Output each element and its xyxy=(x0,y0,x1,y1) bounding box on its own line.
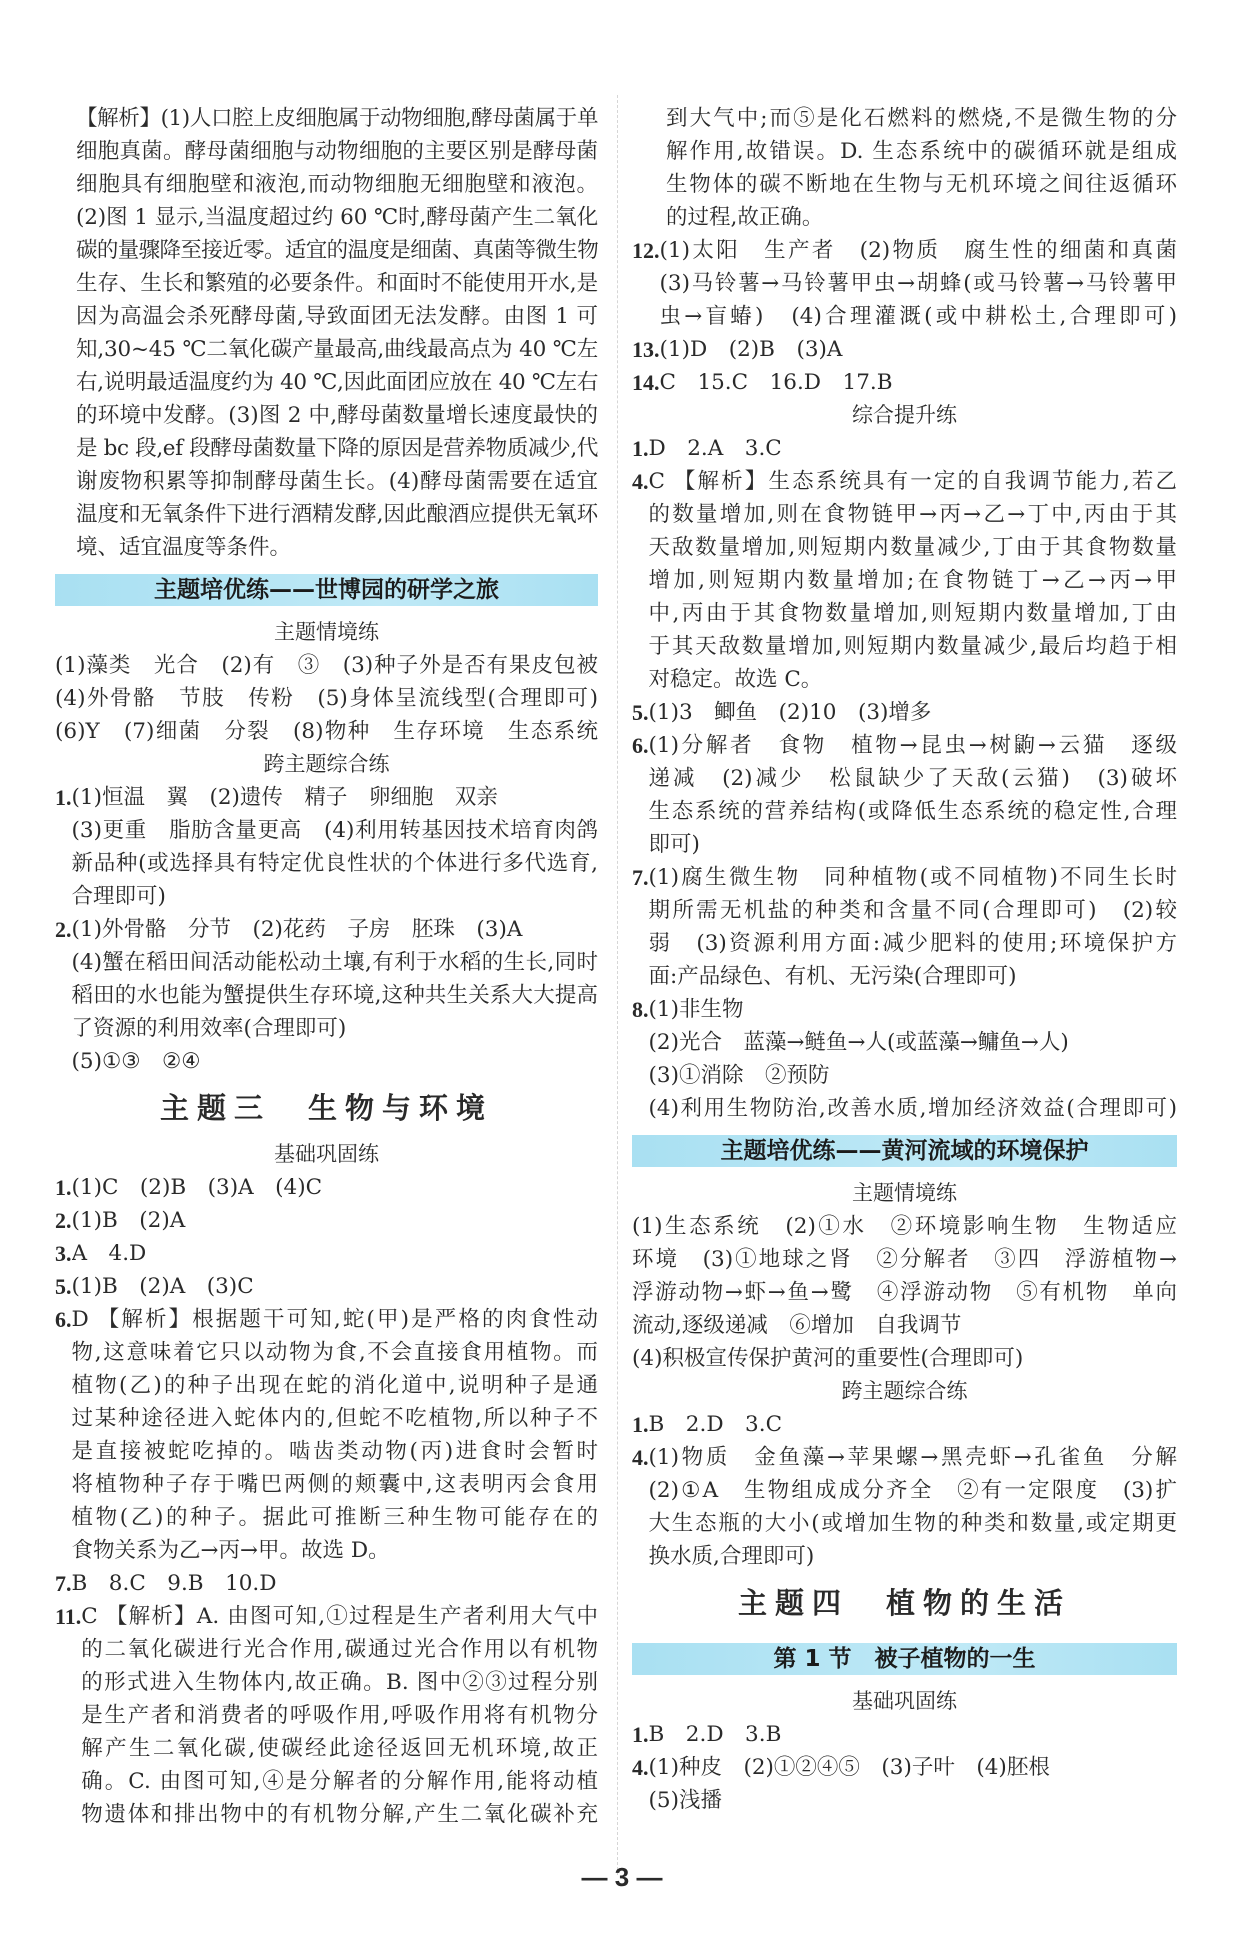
answer-lines xyxy=(76,102,598,564)
subsection-heading: 基础巩固练 xyxy=(274,1142,379,1166)
answer-lines xyxy=(72,913,599,1078)
answer-item xyxy=(632,729,1177,861)
answer-line: 大生态瓶的大小(或增加生物的种类和数量,或定期更 xyxy=(648,1511,1177,1536)
answer-line: 确。C. 由图可知,④是分解者的分解作用,能将动植 xyxy=(81,1769,598,1794)
answer-lines xyxy=(649,696,1178,729)
answer-line: (1)B (2)A (3)C xyxy=(71,1274,254,1299)
answer-line: 新品种(或选择具有特定优良性状的个体进行多代选育, xyxy=(71,851,598,876)
answer-number: 7. xyxy=(632,865,649,890)
indent-spacer xyxy=(632,102,666,135)
section-banner-title: 主题培优练——黄河流域的环境保护 xyxy=(632,1135,1177,1167)
answer-item xyxy=(55,1567,598,1600)
answer-item xyxy=(55,1303,598,1567)
answer-item xyxy=(632,1718,1177,1751)
answer-item xyxy=(55,1270,598,1303)
answer-line: (1)B (2)A xyxy=(71,1208,186,1233)
subsection-heading: 综合提升练 xyxy=(852,403,957,427)
answer-lines xyxy=(649,1408,1178,1441)
answer-line: 温度和无氧条件下进行酒精发酵,因此酿酒应提供无氧环 xyxy=(76,502,598,527)
answer-line: 植物(乙)的种子。据此可推断三种生物可能存在的 xyxy=(71,1505,598,1530)
answer-line: 生存、生长和繁殖的必要条件。和面时不能使用开水,是 xyxy=(76,271,598,296)
answer-line: (4)蟹在稻田间活动能松动土壤,有利于水稻的生长,同时 xyxy=(71,950,598,975)
answer-line: 谢废物积累等抑制酵母菌生长。(4)酵母菌需要在适宜 xyxy=(76,469,598,494)
answer-item xyxy=(632,1408,1177,1441)
section-banner xyxy=(632,1125,1177,1177)
answer-line: (3)更重 脂肪含量更高 (4)利用转基因技术培育肉鸽 xyxy=(71,818,598,843)
answer-line: B 2.D 3.C xyxy=(648,1412,783,1437)
answer-item xyxy=(632,1441,1177,1573)
answer-number: 4. xyxy=(632,1445,649,1470)
answer-item xyxy=(55,1171,598,1204)
answer-line: 增加,则短期内数量增加;在食物链丁→乙→丙→甲 xyxy=(648,568,1177,593)
answer-number: 1. xyxy=(632,1722,649,1747)
answer-lines xyxy=(660,333,1178,366)
answer-line: C 15.C 16.D 17.B xyxy=(659,370,893,395)
answer-line: 流动,逐级递减 ⑥增加 自我调节 xyxy=(632,1313,962,1338)
answer-number: 6. xyxy=(632,733,649,758)
answer-lines xyxy=(666,102,1177,234)
answer-item xyxy=(632,333,1177,366)
answer-lines xyxy=(72,1567,599,1600)
answer-lines xyxy=(72,1237,599,1270)
answer-line: (5)浅播 xyxy=(648,1788,722,1813)
answer-line: 即可) xyxy=(648,832,700,857)
answer-lines xyxy=(649,1718,1178,1751)
answer-line: 生态系统的营养结构(或降低生态系统的稳定性,合理 xyxy=(648,799,1177,824)
answer-number: 2. xyxy=(55,917,72,942)
answer-line: (1)D (2)B (3)A xyxy=(659,337,843,362)
answer-number: 1. xyxy=(632,436,649,461)
answer-line: 的过程,故正确。 xyxy=(666,205,824,230)
answer-line: (1)分解者 食物 植物→昆虫→树鼩→云猫 逐级 xyxy=(648,733,1177,758)
answer-number: 14. xyxy=(632,370,660,395)
chapter-title: 主题三 生物与环境 xyxy=(159,1091,493,1125)
answer-line: 物,这意味着它只以动物为食,不会直接食用植物。而 xyxy=(71,1340,598,1365)
answer-item xyxy=(55,1600,598,1831)
answer-line: 细胞具有细胞壁和液泡,而动物细胞无细胞壁和液泡。 xyxy=(76,172,598,197)
answer-line: D 2.A 3.C xyxy=(648,436,782,461)
answer-paragraph xyxy=(632,1210,1177,1375)
answer-number: 8. xyxy=(632,997,649,1022)
answer-line: D 【解析】根据题干可知,蛇(甲)是严格的肉食性动 xyxy=(71,1307,598,1332)
page-number: — 3 — xyxy=(581,1862,663,1892)
answer-line: 碳的量骤降至接近零。适宜的温度是细菌、真菌等微生物 xyxy=(76,238,598,263)
answer-line: 的数量增加,则在食物链甲→丙→乙→丁中,丙由于其 xyxy=(648,502,1177,527)
answer-line: (1)3 鲫鱼 (2)10 (3)增多 xyxy=(648,700,932,725)
answer-number: 1. xyxy=(632,1412,649,1437)
answer-number: 6. xyxy=(55,1307,72,1332)
answer-line: (4)外骨骼 节肢 传粉 (5)身体呈流线型(合理即可) xyxy=(55,686,598,711)
answer-line: 细胞真菌。酵母菌细胞与动物细胞的主要区别是酵母菌 xyxy=(76,139,598,164)
section-banner xyxy=(55,564,598,616)
section-banner-title: 第 1 节 被子植物的一生 xyxy=(632,1643,1177,1675)
answer-line: 虫→盲蝽) (4)合理灌溉(或中耕松土,合理即可) xyxy=(659,304,1177,329)
answer-lines xyxy=(55,649,598,748)
answer-line: 弱 (3)资源利用方面:减少肥料的使用;环境保护方 xyxy=(648,931,1177,956)
answer-item xyxy=(55,1204,598,1237)
answer-number: 4. xyxy=(632,1755,649,1780)
answer-lines xyxy=(649,1441,1178,1573)
answer-lines xyxy=(649,432,1178,465)
answer-line: (1)生态系统 (2)①水 ②环境影响生物 生物适应 xyxy=(632,1214,1177,1239)
answer-item xyxy=(55,781,598,913)
answer-line: (4)积极宣传保护黄河的重要性(合理即可) xyxy=(632,1346,1024,1371)
answer-item xyxy=(632,993,1177,1125)
answer-line: 生物体的碳不断地在生物与无机环境之间往返循环 xyxy=(666,172,1177,197)
answer-line: 环境 (3)①地球之肾 ②分解者 ③四 浮游植物→ xyxy=(632,1247,1177,1272)
answer-line: A 4.D xyxy=(71,1241,147,1266)
subsection-heading: 跨主题综合练 xyxy=(263,752,390,776)
answer-item xyxy=(632,1751,1177,1817)
answer-lines xyxy=(72,781,599,913)
answer-lines xyxy=(660,366,1178,399)
answer-line: (1)腐生微生物 同种植物(或不同植物)不同生长时 xyxy=(648,865,1177,890)
answer-line: 因为高温会杀死酵母菌,导致面团无法发酵。由图 1 可 xyxy=(76,304,598,329)
subsection-heading: 主题情境练 xyxy=(274,620,379,644)
answer-paragraph xyxy=(55,102,598,564)
answer-line: (2)光合 蓝藻→鲢鱼→人(或蓝藻→鳙鱼→人) xyxy=(648,1030,1069,1055)
answer-line: (1)物质 金鱼藻→苹果螺→黑壳虾→孔雀鱼 分解 xyxy=(648,1445,1177,1470)
answer-line: (2)图 1 显示,当温度超过约 60 ℃时,酵母菌产生二氧化 xyxy=(76,205,598,230)
answer-line: 中,丙由于其食物数量增加,则短期内数量增加,丁由 xyxy=(648,601,1177,626)
subsection-heading: 跨主题综合练 xyxy=(841,1379,968,1403)
answer-item xyxy=(632,696,1177,729)
answer-line: 到大气中;而⑤是化石燃料的燃烧,不是微生物的分 xyxy=(666,106,1177,131)
answer-line: (1)C (2)B (3)A (4)C xyxy=(71,1175,323,1200)
answer-lines xyxy=(72,1171,599,1204)
answer-lines xyxy=(649,465,1178,696)
answer-lines xyxy=(81,1600,598,1831)
answer-number: 13. xyxy=(632,337,660,362)
answer-line: 浮游动物→虾→鱼→鹭 ④浮游动物 ⑤有机物 单向 xyxy=(632,1280,1177,1305)
answer-line: 换水质,合理即可) xyxy=(648,1544,815,1569)
answer-line: (1)外骨骼 分节 (2)花药 子房 胚珠 (3)A xyxy=(71,917,523,942)
answer-line: 是 bc 段,ef 段酵母菌数量下降的原因是营养物质减少,代 xyxy=(76,436,598,461)
answer-lines xyxy=(660,234,1178,333)
answer-paragraph xyxy=(55,649,598,748)
page-number-value: 3 xyxy=(614,1862,630,1892)
answer-line: 的二氧化碳进行光合作用,碳通过光合作用以有机物 xyxy=(81,1637,598,1662)
answer-line: (6)Y (7)细菌 分裂 (8)物种 生存环境 生态系统 xyxy=(55,719,598,744)
answer-lines xyxy=(632,1210,1177,1375)
answer-line: 对稳定。故选 C。 xyxy=(648,667,823,692)
answer-line: 的环境中发酵。(3)图 2 中,酵母菌数量增长速度最快的 xyxy=(76,403,598,428)
answer-number: 4. xyxy=(632,469,649,494)
answer-number: 5. xyxy=(632,700,649,725)
answer-line: 是直接被蛇吃掉的。啮齿类动物(丙)进食时会暂时 xyxy=(71,1439,598,1464)
answer-line: 了资源的利用效率(合理即可) xyxy=(71,1016,347,1041)
answer-line: (2)①A 生物组成成分齐全 ②有一定限度 (3)扩 xyxy=(648,1478,1177,1503)
answer-lines xyxy=(72,1303,599,1567)
answer-line: 是生产者和消费者的呼吸作用,呼吸作用将有机物分 xyxy=(81,1703,598,1728)
answer-number: 3. xyxy=(55,1241,72,1266)
right-column xyxy=(632,102,1177,1817)
answer-line: C 【解析】生态系统具有一定的自我调节能力,若乙 xyxy=(648,469,1177,494)
answer-number: 12. xyxy=(632,238,660,263)
answer-line: C 【解析】A. 由图可知,①过程是生产者利用大气中 xyxy=(81,1604,598,1629)
answer-line: (5)①③ ②④ xyxy=(71,1049,201,1074)
answer-line: 的形式进入生物体内,故正确。B. 图中②③过程分别 xyxy=(81,1670,598,1695)
answer-line: 植物(乙)的种子出现在蛇的消化道中,说明种子是通 xyxy=(71,1373,598,1398)
answer-line: (1)非生物 xyxy=(648,997,744,1022)
answer-line: 面:产品绿色、有机、无污染(合理即可) xyxy=(648,964,1017,989)
answer-lines xyxy=(72,1270,599,1303)
answer-line: (4)利用生物防治,改善水质,增加经济效益(合理即可) xyxy=(648,1096,1177,1121)
answer-line: (1)太阳 生产者 (2)物质 腐生性的细菌和真菌 xyxy=(659,238,1177,263)
answer-line: (1)种皮 (2)①②④⑤ (3)子叶 (4)胚根 xyxy=(648,1755,1050,1780)
answer-lines xyxy=(649,861,1178,993)
section-banner xyxy=(632,1633,1177,1685)
answer-line: 物遗体和排出物中的有机物分解,产生二氧化碳补充 xyxy=(81,1802,598,1827)
answer-line: B 2.D 3.B xyxy=(648,1722,782,1747)
answer-line: 天敌数量增加,则短期内数量减少,丁由于其食物数量 xyxy=(648,535,1177,560)
answer-lines xyxy=(72,1204,599,1237)
answer-item xyxy=(632,861,1177,993)
answer-line: (3)马铃薯→马铃薯甲虫→胡蜂(或马铃薯→马铃薯甲 xyxy=(659,271,1177,296)
answer-line: 期所需无机盐的种类和含量不同(合理即可) (2)较 xyxy=(648,898,1177,923)
answer-line: 于其天敌数量增加,则短期内数量减少,最后均趋于相 xyxy=(648,634,1177,659)
subsection-heading: 基础巩固练 xyxy=(852,1689,957,1713)
answer-line: 知,30~45 ℃二氧化碳产量最高,曲线最高点为 40 ℃左 xyxy=(76,337,598,362)
answer-item xyxy=(55,913,598,1078)
answer-lines xyxy=(649,729,1178,861)
answer-paragraph xyxy=(632,102,1177,234)
answer-number: 1. xyxy=(55,785,72,810)
answer-line: 将植物种子存于嘴巴两侧的颊囊中,这表明丙会食用 xyxy=(71,1472,598,1497)
answer-number: 1. xyxy=(55,1175,72,1200)
answer-item xyxy=(632,366,1177,399)
answer-line: 稻田的水也能为蟹提供生存环境,这种共生关系大大提高 xyxy=(71,983,598,1008)
section-banner-title: 主题培优练——世博园的研学之旅 xyxy=(55,574,598,606)
answer-line: 递减 (2)减少 松鼠缺少了天敌(云猫) (3)破坏 xyxy=(648,766,1177,791)
answer-line: (3)①消除 ②预防 xyxy=(648,1063,830,1088)
answer-line: 过某种途径进入蛇体内的,但蛇不吃植物,所以种子不 xyxy=(71,1406,598,1431)
answer-lines xyxy=(649,1751,1178,1817)
indent-spacer xyxy=(55,102,76,135)
answer-line: 解产生二氧化碳,使碳经此途径返回无机环境,故正 xyxy=(81,1736,598,1761)
answer-item xyxy=(55,1237,598,1270)
answer-line: 食物关系为乙→丙→甲。故选 D。 xyxy=(71,1538,390,1563)
answer-lines xyxy=(649,993,1178,1125)
subsection-heading: 主题情境练 xyxy=(852,1181,957,1205)
answer-line: 解作用,故错误。D. 生态系统中的碳循环就是组成 xyxy=(666,139,1177,164)
answer-line: 合理即可) xyxy=(71,884,166,909)
answer-number: 11. xyxy=(55,1604,82,1629)
answer-item xyxy=(632,465,1177,696)
answer-item xyxy=(632,432,1177,465)
left-column xyxy=(55,102,598,1831)
answer-item xyxy=(632,234,1177,333)
answer-line: (1)恒温 翼 (2)遗传 精子 卵细胞 双亲 xyxy=(71,785,498,810)
answer-number: 5. xyxy=(55,1274,72,1299)
answer-line: 右,说明最适温度约为 40 ℃,因此面团应放在 40 ℃左右 xyxy=(76,370,598,395)
answer-line: 【解析】(1)人口腔上皮细胞属于动物细胞,酵母菌属于单 xyxy=(76,106,598,131)
answer-line: 境、适宜温度等条件。 xyxy=(76,535,292,560)
column-divider xyxy=(617,95,618,1875)
answer-line: B 8.C 9.B 10.D xyxy=(71,1571,277,1596)
answer-number: 2. xyxy=(55,1208,72,1233)
answer-number: 7. xyxy=(55,1571,72,1596)
answer-line: (1)藻类 光合 (2)有 ③ (3)种子外是否有果皮包被 xyxy=(55,653,598,678)
chapter-title: 主题四 植物的生活 xyxy=(737,1586,1071,1620)
